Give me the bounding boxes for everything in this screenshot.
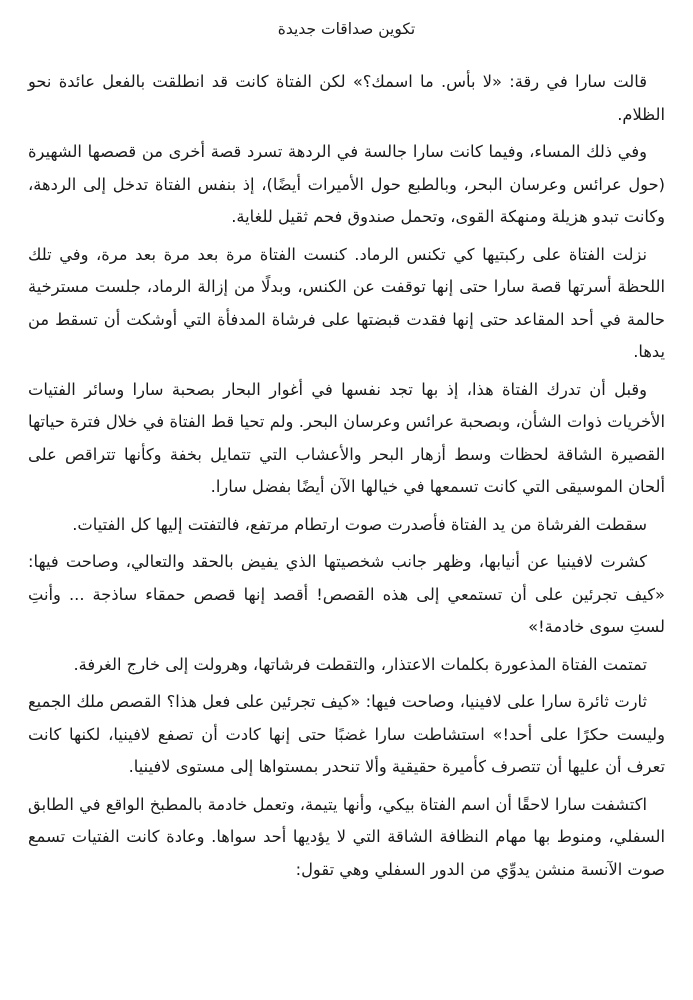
paragraph-8: ثارت ثائرة سارا على لافينيا، وصاحت فيها: «كيف تجرئين على فعل هذا؟ القصص ملك الجميع وليست حكرًا على أحد!» استشاطت سارا غضبًا حتى إنها كادت أن تصفع لافينيا، لكنها كانت تعرف أن عليها أن تتصرف كأميرة حقيقية وألا تنحدر بمستواها إلى مستوى لافينيا. <box>28 692 665 776</box>
paragraph-2: وفي ذلك المساء، وفيما كانت سارا جالسة في الردهة تسرد قصة أخرى من قصصها الشهيرة (حول عرائس وعرسان البحر، وبالطبع حول الأميرات أيضًا)، إذ بنفس الفتاة تدخل إلى الردهة، وكانت تبدو هزيلة ومنهكة القوى، وتحمل صندوق فحم ثقيل للغاية. <box>28 142 665 226</box>
paragraph-7: تمتمت الفتاة المذعورة بكلمات الاعتذار، والتقطت فرشاتها، وهرولت إلى خارج الغرفة. <box>73 654 647 674</box>
chapter-title: تكوين صداقات جديدة <box>277 20 416 38</box>
paragraph-9: اكتشفت سارا لاحقًا أن اسم الفتاة بيكي، وأنها يتيمة، وتعمل خادمة بالمطبخ الواقع في الطابق السفلي، ومنوط بها مهام النظافة الشاقة التي لا يؤديها أحد سواها. وعادة كانت الفتيات تسمع صوت الآنسة منشن يدوِّي من الدور السفلي وهي تقول: <box>28 794 665 879</box>
paragraph-4: وقبل أن تدرك الفتاة هذا، إذ بها تجد نفسها في أغوار البحار بصحبة سارا وسائر الفتيات الأخريات ذوات الشأن، وبصحبة عرائس وعرسان البحر. ولم تحيا قط الفتاة في خلال فترة حياتها القصيرة الشاقة لحظات وسط أزهار البحر والأعشاب التي تتمايل بخفة وكأنها تتراقص على ألحان الموسيقى التي كانت تسمعها في خيالها الآن أيضًا بفضل سارا. <box>28 379 665 496</box>
paragraph-3: نزلت الفتاة على ركبتيها كي تكنس الرماد. كنست الفتاة مرة بعد مرة بعد مرة، وفي تلك اللحظة أسرتها قصة سارا حتى إنها توقفت عن الكنس، وبدلًا من إزالة الرماد، جلست مسترخية حالمة في أحد المقاعد حتى إنها فقدت قبضتها على فرشاة المدفأة التي أوشكت أن تسقط من يدها. <box>28 244 665 361</box>
paragraph-6: كشرت لافينيا عن أنيابها، وظهر جانب شخصيتها الذي يفيض بالحقد والتعالي، وصاحت فيها: «كيف تجرئين على أن تستمعي إلى هذه القصص! أقصد إنها قصص حمقاء ساذجة ... وأنتِ لستِ سوى خادمة!» <box>28 552 665 636</box>
paragraph-5: سقطت الفرشاة من يد الفتاة فأصدرت صوت ارتطام مرتفع، فالتفتت إليها كل الفتيات. <box>72 514 647 534</box>
paragraph-1: قالت سارا في رقة: «لا بأس. ما اسمك؟» لكن الفتاة كانت قد انطلقت بالفعل عائدة نحو الظلام. <box>28 72 665 124</box>
document-page <box>28 0 665 1000</box>
